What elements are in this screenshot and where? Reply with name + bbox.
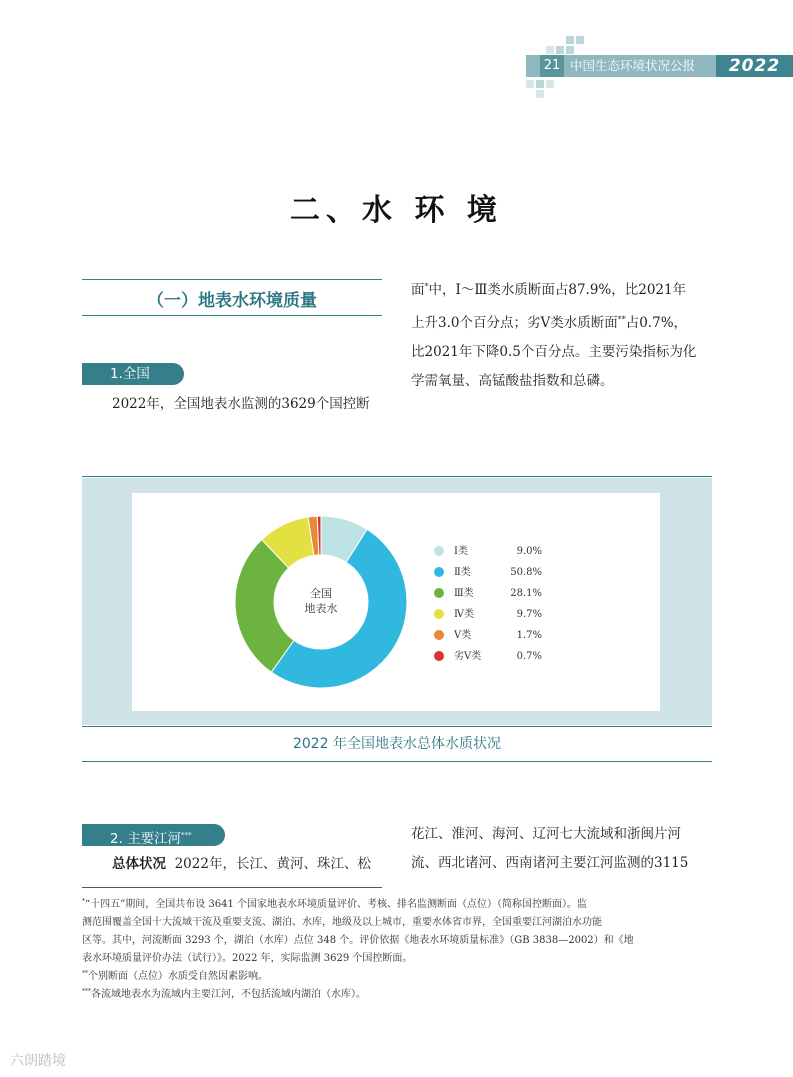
footnote-3: ***各流域地表水为流域内主要江河，不包括流域内湖泊（水库）。 bbox=[82, 988, 366, 1000]
legend-value: 28.1% bbox=[510, 588, 542, 599]
legend-label: Ⅱ类 bbox=[454, 567, 471, 578]
legend-value: 50.8% bbox=[510, 567, 542, 578]
rivers-paragraph-start: 总体状况 2022年，长江、黄河、珠江、松 bbox=[112, 856, 371, 872]
legend-item bbox=[432, 625, 552, 646]
page-number: 21 bbox=[540, 55, 564, 77]
legend-item bbox=[432, 562, 552, 583]
legend-item bbox=[432, 604, 552, 625]
legend-swatch bbox=[434, 609, 444, 619]
footnote-rule bbox=[82, 887, 382, 888]
legend-value: 9.0% bbox=[516, 546, 542, 557]
publication-year: 2022 bbox=[716, 55, 793, 77]
legend-item bbox=[432, 541, 552, 562]
legend-swatch bbox=[434, 630, 444, 640]
legend-label: Ⅰ类 bbox=[454, 546, 468, 557]
para-line: 流、西北诸河、西南诸河主要江河监测的3115 bbox=[411, 855, 689, 871]
figure-rule-bottom bbox=[82, 761, 712, 762]
figure-rule-mid bbox=[82, 726, 712, 727]
legend-item bbox=[432, 583, 552, 604]
para-line: 学需氧量、高锰酸盐指数和总磷。 bbox=[411, 373, 614, 389]
rivers-paragraph-cont bbox=[411, 820, 688, 878]
legend-swatch bbox=[434, 546, 444, 556]
subsection-rivers: 2. 主要江河*** bbox=[82, 824, 225, 846]
legend-value: 9.7% bbox=[516, 609, 542, 620]
legend-swatch bbox=[434, 588, 444, 598]
footnote-2: **个别断面（点位）水质受自然因素影响。 bbox=[82, 970, 268, 982]
para-line: 花江、淮河、海河、辽河七大流域和浙闽片河 bbox=[411, 826, 681, 842]
legend-value: 1.7% bbox=[516, 630, 542, 641]
legend-swatch bbox=[434, 651, 444, 661]
legend-label: Ⅲ类 bbox=[454, 588, 474, 599]
legend-item bbox=[432, 646, 552, 667]
legend-label: Ⅴ类 bbox=[454, 630, 472, 641]
page-title: 二、水 环 境 bbox=[290, 193, 503, 228]
legend-value: 0.7% bbox=[516, 651, 542, 662]
para-line: 面*中，Ⅰ～Ⅲ类水质断面占87.9%，比2021年 bbox=[411, 282, 687, 298]
para-line: 比2021年下降0.5个百分点。主要污染指标为化 bbox=[411, 344, 697, 360]
footnote-1: *“十四五”期间，全国共布设 3641 个国家地表水环境质量评价、考核、排名监测断面（点位）（简称国控断面）。监 测范围覆盖全国十大流域干流及重要支流、湖泊、水库，地级及以上城市，重要水体省市界，全国重要江河湖泊水功能 区等。其中，河流断面 3293 个，湖泊（水库）点位 348 个。评价依据《地表水环境质量标准》（GB 3838—2002）和《地 表水环境质量评价办法（试行）》。2022 年，实际监测 3629 个国控断面。 bbox=[82, 898, 634, 964]
chart-legend bbox=[432, 541, 552, 667]
national-paragraph-start: 2022年，全国地表水监测的3629个国控断 bbox=[112, 396, 370, 412]
section-title: （一）地表水环境质量 bbox=[147, 291, 317, 311]
legend-label: 劣Ⅴ类 bbox=[454, 651, 482, 662]
subsection-national-label: 1.全国 bbox=[110, 366, 150, 382]
legend-swatch bbox=[434, 567, 444, 577]
figure-caption: 2022 年全国地表水总体水质状况 bbox=[292, 736, 502, 752]
donut-center-label: 全国 地表水 bbox=[304, 587, 338, 615]
rivers-label: 总体状况 bbox=[112, 856, 166, 872]
legend-label: Ⅳ类 bbox=[454, 609, 474, 620]
watermark: 六朗踏境 bbox=[10, 1053, 66, 1069]
para-line: 上升3.0个百分点；劣Ⅴ类水质断面**占0.7%， bbox=[411, 315, 688, 331]
publication-title: 中国生态环境状况公报 bbox=[570, 58, 696, 73]
